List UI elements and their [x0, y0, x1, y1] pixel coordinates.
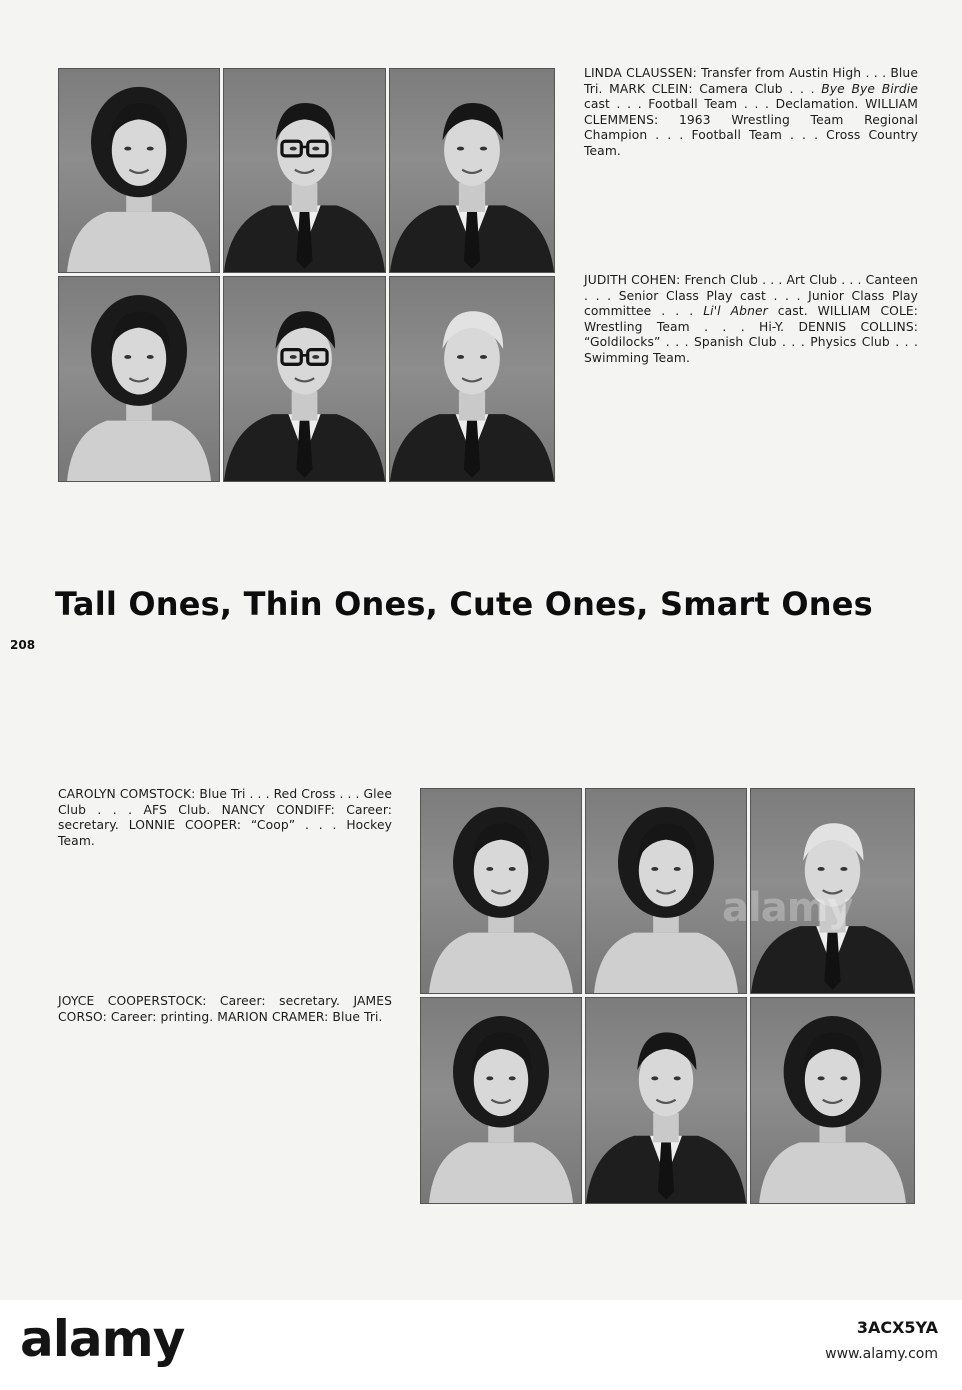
bio-text: CAROLYN COMSTOCK: Blue Tri . . . Red Cross . . . Glee Club . . . AFS Club. NANCY CONDIFF: Career: secretary. LONNIE COOPER: “Coop” . . . Hockey Team. — [58, 787, 393, 848]
portrait-photo — [389, 68, 555, 273]
brand-logo: alamy — [20, 1310, 185, 1368]
portrait-photo — [58, 68, 220, 273]
portrait-photo — [223, 276, 386, 482]
portrait-boy-portrait — [390, 69, 554, 272]
portrait-girl-portrait — [421, 789, 581, 993]
bio-text: JOYCE COOPERSTOCK: Career: secretary. JAMES CORSO: Career: printing. MARION CRAMER: Blue Tri. — [58, 994, 392, 1024]
portrait-photo — [420, 997, 582, 1204]
portrait-boy-portrait-glasses — [224, 69, 385, 272]
bio-text: JUDITH COHEN: French Club . . . Art Club . . . Canteen . . . Senior Class Play cast . . . Junior Class Play committee . . . Li'l Abner cast. WILLIAM COLE: Wrestling Team . . . Hi-Y. DENNIS COLLINS: “Goldilocks” . . . Spanish Club . . . Physics Club . . . Swimming Team. — [584, 273, 919, 365]
bio-paragraph-claussen-clein-clemmens — [584, 66, 918, 160]
bio-paragraph-cohen-cole-collins — [584, 273, 918, 367]
portrait-photo — [58, 276, 220, 482]
portrait-photo — [585, 997, 747, 1204]
bio-paragraph-comstock-condiff-cooper — [58, 787, 392, 849]
top-photo-grid — [58, 68, 555, 482]
image-id: 3ACX5YA — [856, 1318, 938, 1337]
portrait-boy-portrait-blond — [390, 277, 554, 481]
bio-paragraph-cooperstock-corso-cramer — [58, 994, 392, 1025]
portrait-girl-portrait — [59, 277, 219, 481]
portrait-boy-portrait — [586, 998, 746, 1203]
watermark-overlay: alamy — [722, 885, 853, 931]
portrait-photo — [420, 788, 582, 994]
portrait-girl-portrait — [59, 69, 219, 272]
portrait-photo — [389, 276, 555, 482]
portrait-photo — [750, 997, 915, 1204]
bottom-photo-grid — [420, 788, 915, 1204]
page-number: 208 — [10, 638, 36, 652]
portrait-girl-portrait — [751, 998, 914, 1203]
stock-url[interactable]: www.alamy.com — [825, 1346, 938, 1362]
portrait-boy-portrait-glasses — [224, 277, 385, 481]
portrait-photo — [223, 68, 386, 273]
page-headline: Tall Ones, Thin Ones, Cute Ones, Smart Ones — [55, 585, 873, 623]
bio-text: LINDA CLAUSSEN: Transfer from Austin High . . . Blue Tri. MARK CLEIN: Camera Club . . . Bye Bye Birdie cast . . . Football Team . . . Declamation. WILLIAM CLEMMENS: 1963 Wrestling Team Regional Champion . . . Football Team . . . Cross Country Team. — [584, 66, 918, 158]
portrait-girl-portrait — [421, 998, 581, 1203]
